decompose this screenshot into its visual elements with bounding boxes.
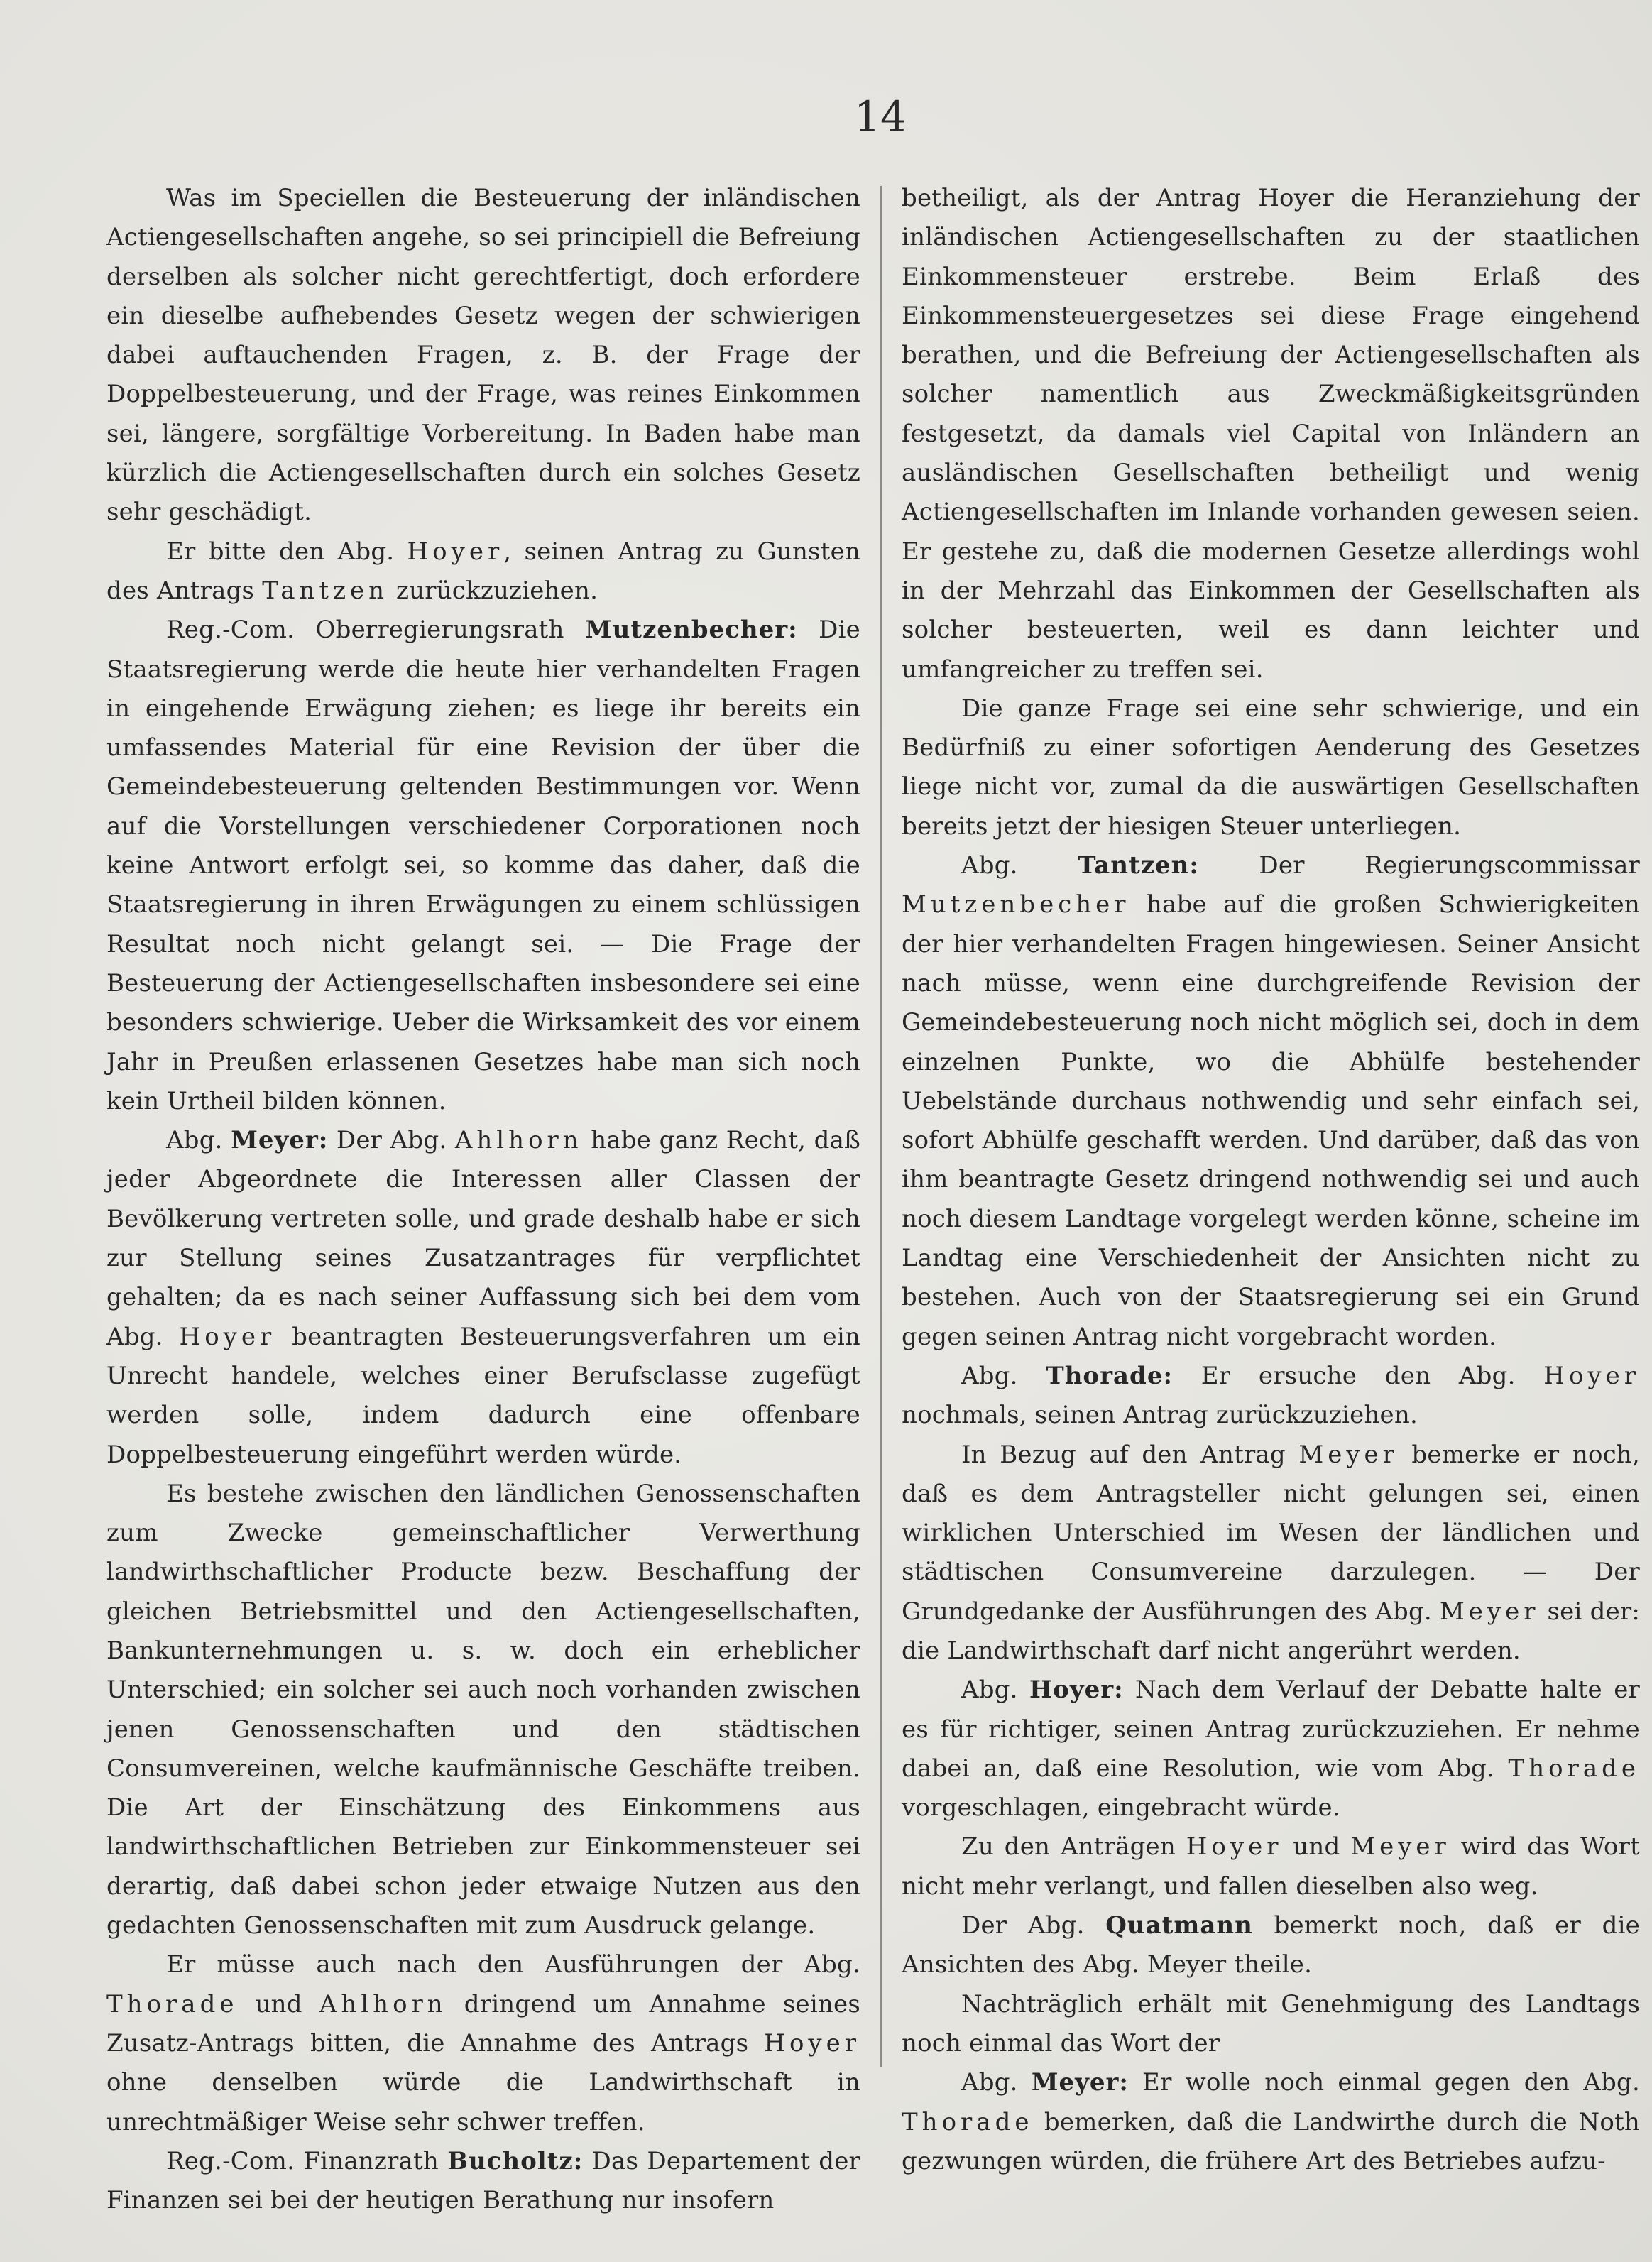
paragraph: betheiligt, als der Antrag Hoyer die Heranziehung der inländischen Actiengesellschaften zu der staatlichen Einkommensteuer erstrebe. Beim Erlaß des Einkommensteuergesetzes sei diese Frage eingehend berathen, und die Befreiung der Actiengesellschaften als solcher namentlich aus Zweckmäßigkeitsgründen festgesetzt, da damals viel Capital von Inländern an ausländischen Gesellschaften betheiligt und wenig Actiengesellschaften im Inlande vorhanden gewesen seien. Er gestehe zu, daß die modernen Gesetze allerdings wohl in der Mehrzahl das Einkommen der Gesellschaften als solcher besteuerten, weil es dann leichter und umfangreicher zu treffen sei.: [902, 184, 1640, 684]
left-column: [106, 179, 860, 2220]
paragraph: Er bitte den Abg. Hoyer, seinen Antrag zu Gunsten des Antrags Tantzen zurückzuziehen.: [106, 537, 860, 605]
speaker-name: Tantzen:: [1078, 851, 1199, 880]
speaker-name: Thorade:: [1046, 1361, 1174, 1390]
paragraph: Zu den Anträgen Hoyer und Meyer wird das Wort nicht mehr verlangt, und fallen dieselben also weg.: [902, 1832, 1640, 1901]
page-number: 14: [854, 92, 907, 141]
speaker-name: Bucholtz:: [447, 2146, 584, 2175]
speaker-name: Quatmann: [1105, 1911, 1253, 1940]
speaker-name: Meyer:: [1031, 2068, 1129, 2097]
speaker-name: Meyer:: [231, 1126, 329, 1155]
speaker-name: Hoyer:: [1029, 1676, 1124, 1705]
paragraph: In Bezug auf den Antrag Meyer bemerke er noch, daß es dem Antragsteller nicht gelungen sei, einen wirklichen Unterschied im Wesen der ländlichen und städtischen Consumvereine darzulegen. — Der Grundgedanke der Ausführungen des Abg. Meyer sei der: die Landwirthschaft darf nicht angerührt werden.: [902, 1440, 1641, 1665]
column-divider: [880, 186, 882, 2067]
paragraph: Die ganze Frage sei eine sehr schwierige, und ein Bedürfniß zu einer sofortigen Aenderung des Gesetzes liege nicht vor, zumal da die auswärtigen Gesellschaften bereits jetzt der hiesigen Steuer unterliegen.: [902, 694, 1640, 841]
paragraph: Reg.-Com. Finanzrath Bucholtz: Das Departement der Finanzen sei bei der heutigen Berathung nur insofern: [106, 2146, 861, 2215]
paragraph: Abg. Meyer: Der Abg. Ahlhorn habe ganz Recht, daß jeder Abgeordnete die Interessen aller Classen der Bevölkerung vertreten solle, und grade deshalb habe er sich zur Stellung seines Zusatzantrages für verpflichtet gehalten; da es nach seiner Auffassung sich bei dem vom Abg. Hoyer beantragten Besteuerungsverfahren um ein Unrecht handele, welches einer Berufsclasse zugefügt werden solle, indem dadurch eine offenbare Doppelbesteuerung eingeführt werden würde.: [106, 1126, 860, 1469]
paragraph: Abg. Meyer: Er wolle noch einmal gegen den Abg. Thorade bemerken, daß die Landwirthe durch die Noth gezwungen würden, die frühere Art des Betriebes aufzu-: [902, 2068, 1640, 2175]
paragraph: Abg. Hoyer: Nach dem Verlauf der Debatte halte er es für richtiger, seinen Antrag zurückzuziehen. Er nehme dabei an, daß eine Resolution, wie vom Abg. Thorade vorgeschlagen, eingebracht würde.: [902, 1676, 1640, 1823]
paragraph: Abg. Tantzen: Der Regierungscommissar Mutzenbecher habe auf die großen Schwierigkeiten der hier verhandelten Fragen hingewiesen. Seiner Ansicht nach müsse, wenn eine durchgreifende Revision der Gemeindebesteuerung noch nicht möglich sei, doch in dem einzelnen Punkte, wo die Abhülfe bestehender Uebelstände durchaus nothwendig und sehr einfach sei, sofort Abhülfe geschafft werden. Und darüber, daß das von ihm beantragte Gesetz dringend nothwendig sei und auch noch diesem Landtage vorgelegt werden könne, scheine im Landtag eine Verschiedenheit der Ansichten nicht zu bestehen. Auch von der Staatsregierung sei ein Grund gegen seinen Antrag nicht vorgebracht worden.: [902, 851, 1640, 1351]
paragraph: Er müsse auch nach den Ausführungen der Abg. Thorade und Ahlhorn dringend um Annahme seines Zusatz-Antrags bitten, die Annahme des Antrags Hoyer ohne denselben würde die Landwirthschaft in unrechtmäßiger Weise sehr schwer treffen.: [106, 1950, 860, 2136]
right-column: [902, 179, 1640, 2181]
paragraph: Abg. Thorade: Er ersuche den Abg. Hoyer nochmals, seinen Antrag zurückzuziehen.: [902, 1361, 1640, 1430]
paragraph: Reg.-Com. Oberregierungsrath Mutzenbecher: Die Staatsregierung werde die heute hier verhandelten Fragen in eingehende Erwägung ziehen; es liege ihr bereits ein umfassendes Material für eine Revision der über die Gemeindebesteuerung geltenden Bestimmungen vor. Wenn auf die Vorstellungen verschiedener Corporationen noch keine Antwort erfolgt sei, so komme das daher, daß die Staatsregierung in ihren Erwägungen zu einem schlüssigen Resultat noch nicht gelangt sei. — Die Frage der Besteuerung der Actiengesellschaften insbesondere sei eine besonders schwierige. Ueber die Wirksamkeit des vor einem Jahr in Preußen erlassenen Gesetzes habe man sich noch kein Urtheil bilden können.: [106, 616, 860, 1115]
paragraph: Was im Speciellen die Besteuerung der inländischen Actiengesellschaften angehe, so sei principiell die Befreiung derselben als solcher nicht gerechtfertigt, doch erfordere ein dieselbe aufhebendes Gesetz wegen der schwierigen dabei auftauchenden Fragen, z. B. der Frage der Doppelbesteuerung, und der Frage, was reines Einkommen sei, längere, sorgfältige Vorbereitung. In Baden habe man kürzlich die Actiengesellschaften durch ein solches Gesetz sehr geschädigt.: [106, 184, 860, 527]
speaker-name: Mutzenbecher:: [585, 616, 798, 645]
paragraph: Der Abg. Quatmann bemerkt noch, daß er die Ansichten des Abg. Meyer theile.: [902, 1911, 1640, 1979]
paragraph: Es bestehe zwischen den ländlichen Genossenschaften zum Zwecke gemeinschaftlicher Verwerthung landwirthschaftlicher Producte bezw. Beschaffung der gleichen Betriebsmittel und den Actiengesellschaften, Bankunternehmungen u. s. w. doch ein erheblicher Unterschied; ein solcher sei auch noch vorhanden zwischen jenen Genossenschaften und den städtischen Consumvereinen, welche kaufmännische Geschäfte treiben. Die Art der Einschätzung des Einkommens aus landwirthschaftlichen Betrieben zur Einkommensteuer sei derartig, daß dabei schon jeder etwaige Nutzen aus den gedachten Genossenschaften mit zum Ausdruck gelange.: [106, 1479, 860, 1940]
paragraph: Nachträglich erhält mit Genehmigung des Landtags noch einmal das Wort der: [902, 1989, 1640, 2058]
